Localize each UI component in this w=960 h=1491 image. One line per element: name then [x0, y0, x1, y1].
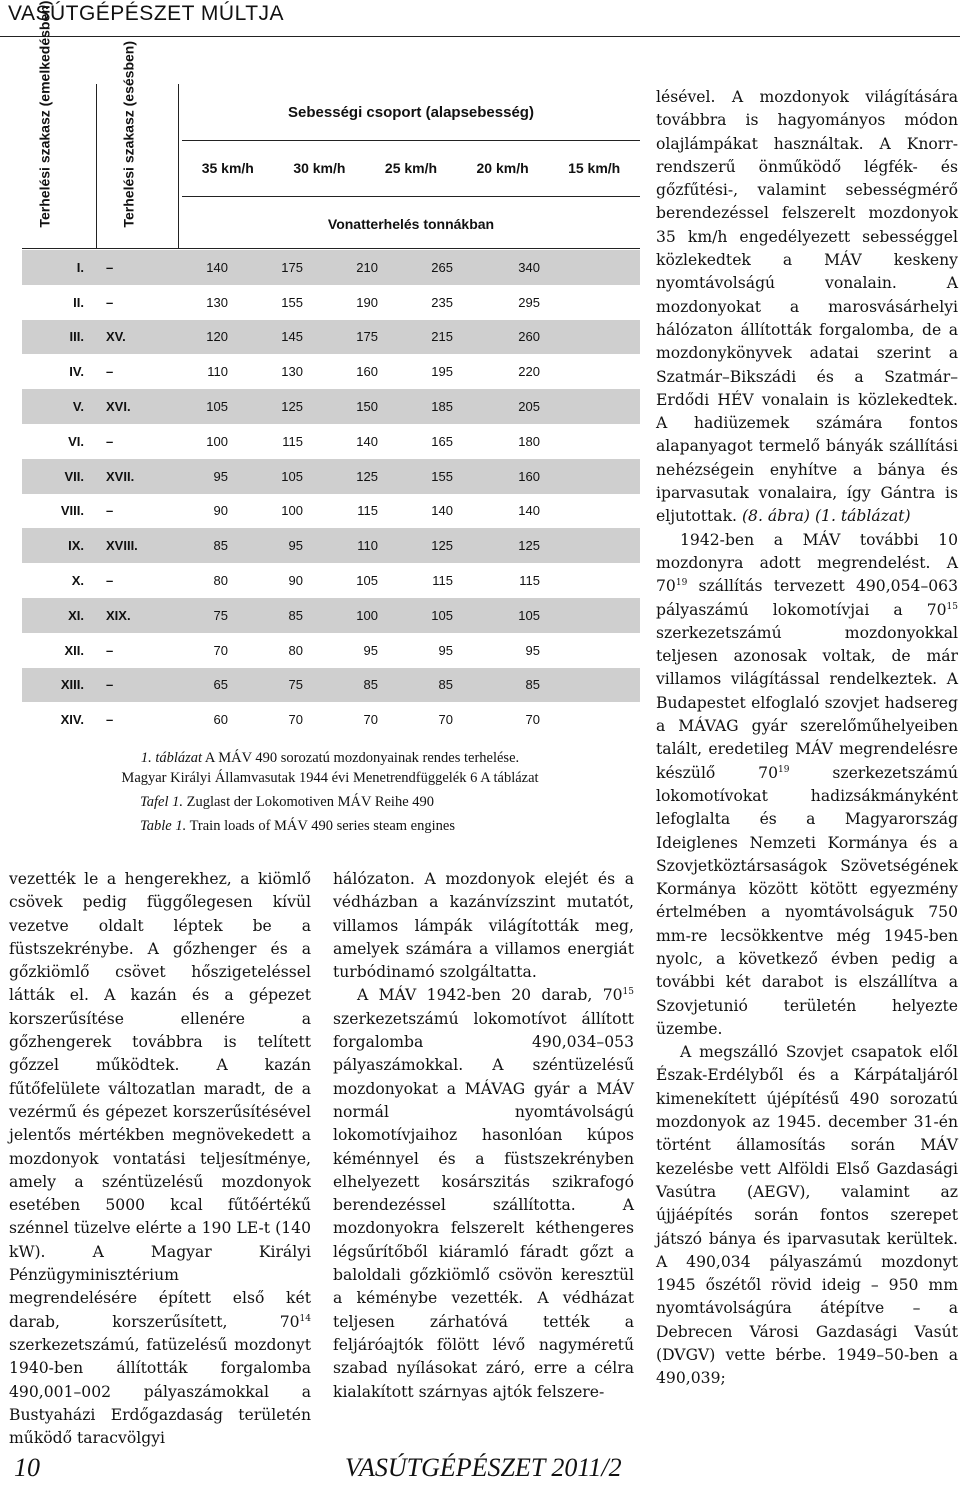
tonnage-subheader: Vonatterhelés tonnákban: [327, 216, 495, 232]
magazine-issue: VASÚTGÉPÉSZET 2011/2: [345, 1453, 622, 1482]
uphill-section-cell: IV.: [69, 364, 84, 380]
downhill-section-cell: –: [106, 294, 114, 310]
uphill-section-cell: IX.: [68, 538, 84, 554]
load-value-cell: 165: [431, 433, 453, 449]
uphill-section-cell: X.: [71, 573, 84, 589]
load-value-cell: 105: [281, 468, 303, 484]
section-title: VASÚTGÉPÉSZET MÚLTJA: [8, 2, 285, 25]
load-value-cell: 85: [363, 677, 378, 693]
load-value-cell: 105: [356, 573, 378, 589]
caption-text: Train loads of MÁV 490 series steam engines: [186, 818, 455, 834]
caption-line: [60, 816, 600, 836]
load-value-cell: 105: [431, 607, 453, 623]
load-value-cell: 105: [518, 607, 540, 623]
load-value-cell: 120: [206, 329, 228, 345]
table-row: [22, 528, 640, 563]
load-value-cell: 140: [431, 503, 453, 519]
downhill-section-cell: XVIII.: [106, 538, 138, 554]
paragraph: hálózaton. A mozdonyok elejét és a védházban a kazánvízszint mutatót, villamos lámpák világították meg, amelyek számára a villamos energiát turbódinamó szolgáltatta.: [333, 870, 634, 982]
load-value-cell: 160: [518, 468, 540, 484]
load-value-cell: 95: [288, 538, 303, 554]
load-value-cell: 75: [288, 677, 303, 693]
load-value-cell: 90: [288, 573, 303, 589]
load-value-cell: 80: [288, 642, 303, 658]
speed-header: 30 km/h: [293, 160, 346, 176]
load-value-cell: 125: [518, 538, 540, 554]
load-value-cell: 210: [356, 259, 378, 275]
uphill-section-cell: VI.: [68, 433, 84, 449]
page-header: [0, 0, 960, 37]
load-value-cell: 125: [356, 468, 378, 484]
text-run: szerkezetszámú lokomotívokat hadizsákmányként lefoglalta és a Magyarország Ideiglenes Nemzeti Kormánya és a Szovjetköztársaságok Szövetségének Kormánya között kötött egyezmény értelmében a nyomtávolságuk 750 mm-re lecsökkentve még 1945-ben nyolc, a következő évben pedig a további két darabot is elszállítva a Szovjetunió területén helyezte üzembe.: [656, 763, 958, 1038]
load-value-cell: 70: [363, 712, 378, 728]
load-value-cell: 155: [431, 468, 453, 484]
caption-line: [60, 748, 600, 768]
load-value-cell: 100: [281, 503, 303, 519]
downhill-section-cell: XIX.: [106, 607, 131, 623]
uphill-section-cell: VIII.: [60, 503, 84, 519]
table-row: [22, 389, 640, 424]
load-value-cell: 85: [438, 677, 453, 693]
downhill-section-cell: –: [106, 712, 114, 728]
text-run: szállítás tervezett 490,054–063 pályaszámú lokomotívjai a 70: [656, 577, 958, 619]
text-column-1: [9, 868, 311, 1450]
superscript: 19: [675, 578, 688, 589]
load-value-cell: 215: [431, 329, 453, 345]
table-row: [22, 320, 640, 355]
text-run: szerkezetszámú lokomotívot állított forgalomba 490,034–053 pályaszámokkal. A széntüzelésű mozdonyokat a MÁVAG gyár a MÁV normál nyomtávolságú lokomotívjaihoz hasonlóan kúpos kéménnyel és a füstszekrényben elhelyezett kosárszitás szikrafogó berendezéssel szállította. A mozdonyokra felszerelt kéthengeres légsűrítőből kiáramló fáradt gőzt a baloldali gőzkiömlő csövön keresztül a kéménybe vezették. A védházat teljesen zárhatóvá tették a feljáróajtók fölött lévő nagyméretű szabad nyílásokat záró, erre a célra kialakított szárnyas ajtók felszere-: [333, 1009, 634, 1401]
speed-header: 35 km/h: [201, 160, 254, 176]
table-row: [22, 494, 640, 529]
table-row: [22, 285, 640, 320]
downhill-section-cell: –: [106, 573, 114, 589]
table-row: [22, 250, 640, 285]
load-value-cell: 260: [518, 329, 540, 345]
load-value-cell: 140: [518, 503, 540, 519]
load-value-cell: 95: [213, 468, 228, 484]
speed-header: 15 km/h: [568, 160, 621, 176]
superscript: 19: [778, 764, 790, 775]
table-row: [22, 633, 640, 668]
paragraph: [333, 984, 634, 1403]
col-header-downhill: Terhelési szakasz (esésben): [120, 40, 137, 228]
superscript: 15: [946, 601, 958, 612]
caption-label: Table 1.: [140, 818, 187, 834]
caption-line: Magyar Királyi Államvasutak 1944 évi Menetrendfüggelék 6 A táblázat: [121, 770, 539, 786]
load-value-cell: 115: [519, 573, 540, 589]
uphill-section-cell: I.: [76, 259, 84, 275]
speed-header: 25 km/h: [384, 160, 438, 176]
table-row: [22, 668, 640, 703]
load-value-cell: 95: [363, 642, 378, 658]
text-run: A MÁV 1942-ben 20 darab, 70: [357, 986, 623, 1005]
caption-line: [60, 792, 600, 812]
load-value-cell: 180: [518, 433, 540, 449]
downhill-section-cell: –: [106, 364, 114, 380]
paragraph: [9, 868, 311, 1450]
downhill-section-cell: XV.: [106, 329, 126, 345]
text-run: szerkezetszámú mozdonyokkal teljesen azonosak voltak, de már villamos világítással rendelkeztek. A Budapestet elfoglaló szovjet hadsereg a MÁVAG gyár szerelőműhelyeiben talált, eredetileg MÁV megrendelésre készülő 70: [656, 623, 958, 782]
load-value-cell: 235: [431, 294, 453, 310]
uphill-section-cell: VII.: [64, 468, 84, 484]
text-column-2: [333, 868, 634, 1404]
paragraph: A megszálló Szovjet csapatok elől Észak-Erdélyből és a Kárpátaljáról kimenekített újépítésű 490 sorozatú mozdonyok az 1945. december 31-én történt államosítás során MÁV kezelésbe vett Alföldi Első Gazdasági Vasútra (AEGV), valamint az újjáépítés során fontos szerepet játszó bánya és iparvasutak kerültek. A 490,034 pályaszámú mozdonyt 1945 őszétől rövid ideig – 950 mm nyomtávolságúra átépítve – a Debrecen Városi Gazdasági Vasút (DVGV) vette bérbe. 1949–50-ben a 490,039;: [656, 1043, 958, 1388]
text-run: lésével. A mozdonyok világítására továbbra is hagyományos módon olajlámpákat használtak. A Knorr-rendszerű önműködő légfék- és gőzfűtési-, valamint sebességmérő berendezéssel felszerelt mozdonyok 35 km/h engedélyezett sebességgel közlekedtek a MÁV keskeny nyomtávolságú vonalain. A mozdonyokat a marosvásárhelyi hálózaton állították forgalomba, de a mozdonykönyvek adatai szerint a Szatmár–Bikszádi és a Szatmár–Erdődi HÉV vonalain is közlekedtek. A hadiüzemek számára fontos alapanyagot termelő bányák szállítási nehézségein enyhítve a bánya és iparvasutak vonalaira, így Gántra is eljutottak.: [656, 88, 958, 526]
load-value-cell: 80: [213, 573, 228, 589]
paragraph: [656, 529, 958, 1042]
load-value-cell: 60: [213, 712, 228, 728]
divider: [178, 84, 179, 248]
table-row: [22, 598, 640, 633]
load-value-cell: 205: [518, 399, 540, 415]
table-row: [22, 354, 640, 389]
load-value-cell: 130: [281, 364, 303, 380]
superscript: 14: [299, 1313, 311, 1324]
load-value-cell: 155: [281, 294, 303, 310]
load-value-cell: 90: [213, 503, 228, 519]
uphill-section-cell: III.: [69, 329, 84, 345]
figure-reference: (8. ábra) (1. táblázat): [741, 507, 911, 526]
load-value-cell: 140: [356, 433, 378, 449]
speed-header: 20 km/h: [476, 160, 529, 176]
table-body: [22, 250, 640, 737]
text-run: 1942-ben a MÁV további 10 mozdonyra adott megrendelést. A 70: [656, 530, 958, 596]
uphill-section-cell: V.: [72, 399, 84, 415]
divider: [96, 84, 97, 248]
load-value-cell: 190: [356, 294, 378, 310]
table-row: [22, 563, 640, 598]
load-value-cell: 70: [288, 712, 303, 728]
caption-text: Zuglast der Lokomotiven MÁV Reihe 490: [182, 794, 435, 810]
downhill-section-cell: XVI.: [106, 399, 131, 415]
load-value-cell: 95: [525, 642, 540, 658]
load-value-cell: 295: [518, 294, 540, 310]
downhill-section-cell: –: [106, 503, 114, 519]
load-value-cell: 265: [431, 259, 453, 275]
load-value-cell: 115: [432, 573, 453, 589]
load-value-cell: 75: [213, 607, 228, 623]
load-value-cell: 110: [357, 538, 378, 554]
load-value-cell: 100: [356, 607, 378, 623]
downhill-section-cell: –: [106, 677, 114, 693]
load-value-cell: 185: [431, 399, 453, 415]
load-value-cell: 95: [438, 642, 453, 658]
page-number: 10: [14, 1453, 40, 1482]
speed-header-row: [182, 160, 640, 180]
caption-text: A MÁV 490 sorozatú mozdonyainak rendes terhelése.: [202, 750, 520, 766]
load-value-cell: 85: [213, 538, 228, 554]
paragraph: [656, 86, 958, 529]
uphill-section-cell: II.: [73, 294, 84, 310]
uphill-section-cell: XIII.: [60, 677, 84, 693]
load-value-cell: 340: [518, 259, 540, 275]
table-row: [22, 702, 640, 737]
downhill-section-cell: –: [106, 259, 114, 275]
load-value-cell: 125: [431, 538, 453, 554]
caption-label: 1. táblázat: [140, 750, 203, 766]
load-value-cell: 100: [206, 433, 228, 449]
col-header-uphill: Terhelési szakasz (emelkedésben): [36, 0, 53, 228]
load-value-cell: 85: [288, 607, 303, 623]
load-value-cell: 115: [357, 503, 378, 519]
load-value-cell: 175: [356, 329, 378, 345]
load-value-cell: 160: [356, 364, 378, 380]
downhill-section-cell: XVII.: [106, 468, 135, 484]
load-value-cell: 140: [206, 259, 228, 275]
table-row: [22, 424, 640, 459]
divider: [22, 248, 640, 249]
load-value-cell: 195: [431, 364, 453, 380]
table-row: [22, 459, 640, 494]
uphill-section-cell: XI.: [68, 607, 84, 623]
load-value-cell: 110: [207, 364, 228, 380]
divider: [182, 196, 640, 197]
table-caption: [60, 748, 600, 836]
load-value-cell: 175: [281, 259, 303, 275]
caption-label: Tafel 1.: [140, 794, 183, 810]
uphill-section-cell: XIV.: [60, 712, 84, 728]
load-value-cell: 115: [282, 433, 303, 449]
downhill-section-cell: –: [106, 642, 114, 658]
uphill-section-cell: XII.: [64, 642, 84, 658]
text-run: vezették le a hengerekhez, a kiömlő csövek pedig függőlegesen kívül vezetve oldalt léptek be a füstszekrénybe. A gőzhenger és a gőzkiömlő csövet hőszigeteléssel látták el. A kazán és a gépezet korszerűsítése ellenére a gőzhengerek továbbra is telített gőzzel működtek. A kazán fűtőfelülete változatlan maradt, de a vezérmű és gépezet korszerűsítésével jelentős mértékben megnövekedett a mozdonyok vontatási teljesítménye, amely a széntüzelésű mozdonyok esetében 5000 kcal fűtőértékű szénnel tüzelve elérte a 190 LE-t (140 kW). A Magyar Királyi Pénzügyminisztérium megrendelésére épített első két darab, korszerűsített, 70: [9, 870, 311, 1331]
load-value-cell: 220: [518, 364, 540, 380]
load-value-cell: 70: [213, 642, 228, 658]
superscript: 15: [622, 987, 634, 998]
load-value-cell: 105: [206, 399, 228, 415]
text-run: szerkezetszámú, fatüzelésű mozdonyt 1940-ben állították forgalomba 490,001–002 pályaszámokkal a Bustyaházi Erdőgazdaság területén működő taracvölgyi: [9, 1335, 311, 1448]
text-column-3: [656, 86, 958, 1391]
load-value-cell: 130: [206, 294, 228, 310]
load-value-cell: 125: [281, 399, 303, 415]
load-value-cell: 145: [281, 329, 303, 345]
speed-group-header: Sebességi csoport (alapsebesség): [288, 104, 534, 121]
load-value-cell: 150: [356, 399, 378, 415]
load-value-cell: 70: [525, 712, 540, 728]
load-value-cell: 65: [213, 677, 228, 693]
divider: [182, 140, 640, 141]
load-value-cell: 70: [438, 712, 453, 728]
downhill-section-cell: –: [106, 433, 114, 449]
load-value-cell: 85: [525, 677, 540, 693]
